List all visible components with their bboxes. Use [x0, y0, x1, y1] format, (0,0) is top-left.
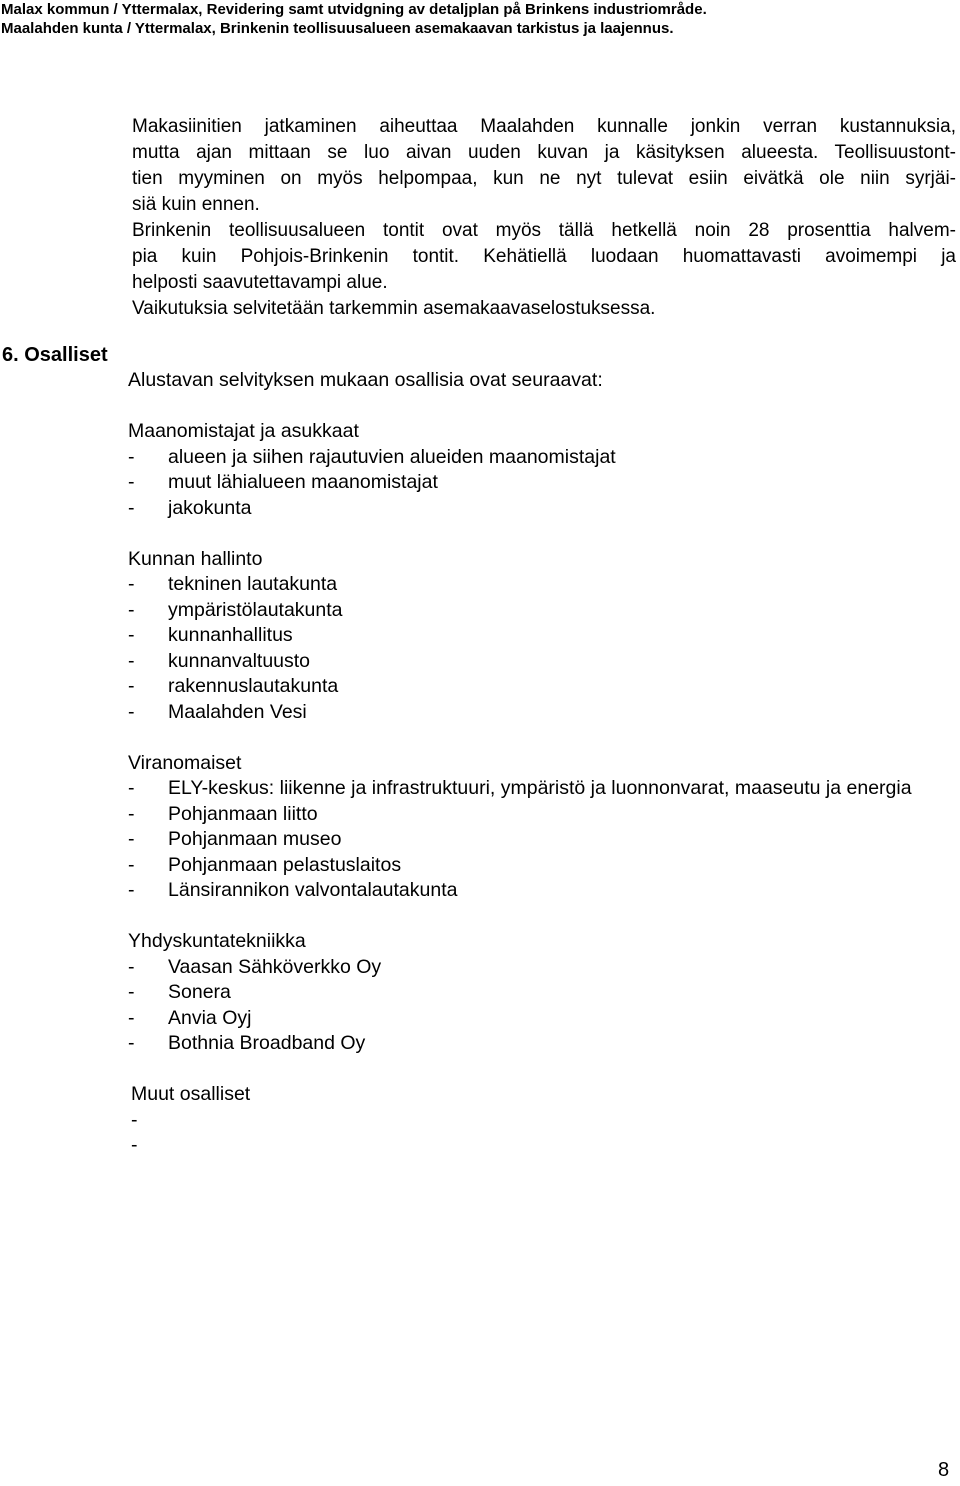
list-item — [128, 623, 958, 649]
dash-bullet: - — [128, 955, 135, 978]
group-heading: Kunnan hallinto — [128, 547, 263, 570]
list-item-text: kunnanvaltuusto — [168, 649, 311, 672]
list-item-text: Pohjanmaan museo — [168, 828, 342, 850]
dash-bullet: - — [128, 777, 135, 799]
dash-bullet: - — [128, 624, 135, 646]
dash-bullet: - — [128, 496, 135, 519]
list-item — [128, 572, 958, 598]
paragraph-line: tien myyminen on myös helpompaa, kun ne nyt tulevat esiin eivätkä ole niin syrjäi- — [132, 168, 956, 189]
dash-bullet: - — [128, 828, 135, 850]
stakeholder-list — [128, 368, 958, 1159]
list-item — [128, 470, 958, 496]
dash-bullet: - — [131, 1134, 138, 1156]
list-item — [128, 1031, 958, 1057]
dash-bullet: - — [128, 598, 135, 621]
list-item-text — [171, 1133, 958, 1159]
list-item — [128, 827, 958, 853]
list-item-text: muut lähialueen maanomistajat — [168, 471, 438, 493]
paragraph-line: Vaikutuksia selvitetään tarkemmin asemakaavaselostuksessa. — [132, 298, 656, 319]
section-title: 6. Osalliset — [2, 344, 108, 366]
list-item-text: ympäristölautakunta — [168, 598, 343, 621]
list-item — [128, 674, 958, 700]
list-item-text — [171, 1108, 958, 1134]
list-item-text: Sonera — [168, 981, 231, 1003]
list-item-text: alueen ja siihen rajautuvien alueiden maanomistajat — [168, 445, 616, 468]
list-item-text: jakokunta — [168, 496, 252, 519]
list-item-text: ELY-keskus: liikenne ja infrastruktuuri, ympäristö ja luonnonvarat, maaseutu ja energia — [168, 777, 912, 799]
list-item — [128, 980, 958, 1006]
dash-bullet: - — [128, 1032, 135, 1054]
list-item — [128, 1133, 958, 1159]
group-heading: Viranomaiset — [128, 751, 242, 774]
list-item-text: Maalahden Vesi — [168, 700, 307, 723]
list-item — [128, 853, 958, 879]
paragraph-line: Makasiinitien jatkaminen aiheuttaa Maalahden kunnalle jonkin verran kustannuksia, — [132, 116, 956, 137]
dash-bullet: - — [128, 471, 135, 493]
list-item-text: kunnanhallitus — [168, 624, 293, 646]
page-number: 8 — [938, 1459, 950, 1481]
dash-bullet: - — [128, 649, 135, 672]
list-item — [128, 496, 958, 522]
impact-paragraph — [132, 114, 956, 322]
dash-bullet: - — [128, 981, 135, 1003]
section-intro: Alustavan selvityksen mukaan osallisia ovat seuraavat: — [128, 369, 603, 391]
paragraph-line: mutta ajan mittaan se luo aivan uuden kuvan ja käsityksen alueesta. Teollisuustont- — [132, 142, 956, 163]
list-item — [128, 445, 958, 471]
dash-bullet: - — [128, 700, 135, 723]
list-item-text: rakennuslautakunta — [168, 675, 339, 697]
dash-bullet: - — [131, 1108, 138, 1131]
header-line-fi: Maalahden kunta / Yttermalax, Brinkenin teollisuusalueen asemakaavan tarkistus ja laajennus. — [1, 20, 674, 37]
dash-bullet: - — [128, 1006, 135, 1029]
list-item-text: Länsirannikon valvontalautakunta — [168, 879, 458, 901]
group-heading: Yhdyskuntatekniikka — [128, 930, 306, 952]
dash-bullet: - — [128, 445, 135, 468]
list-item — [128, 700, 958, 726]
group-heading: Muut osalliset — [131, 1083, 251, 1105]
list-item-text: tekninen lautakunta — [168, 573, 338, 595]
list-item — [128, 776, 958, 802]
paragraph-line: helposti saavutettavampi alue. — [132, 272, 388, 293]
dash-bullet: - — [128, 853, 135, 876]
list-item — [128, 598, 958, 624]
list-item — [128, 649, 958, 675]
list-item-text: Pohjanmaan pelastuslaitos — [168, 853, 402, 876]
dash-bullet: - — [128, 802, 135, 825]
dash-bullet: - — [128, 573, 135, 595]
list-item — [128, 878, 958, 904]
dash-bullet: - — [128, 675, 135, 697]
list-item — [128, 1006, 958, 1032]
list-item — [128, 802, 958, 828]
list-item-text: Vaasan Sähköverkko Oy — [168, 955, 382, 978]
page-header — [0, 0, 960, 38]
list-item-text: Anvia Oyj — [168, 1006, 252, 1029]
dash-bullet: - — [128, 879, 135, 901]
list-item — [128, 1108, 958, 1134]
list-item-text: Pohjanmaan liitto — [168, 802, 318, 825]
header-line-sv: Malax kommun / Yttermalax, Revidering samt utvidgning av detaljplan på Brinkens industriområde. — [1, 1, 707, 18]
paragraph-line: siä kuin ennen. — [132, 194, 260, 215]
group-heading: Maanomistajat ja asukkaat — [128, 420, 359, 442]
list-item — [128, 955, 958, 981]
paragraph-line: Brinkenin teollisuusalueen tontit ovat myös tällä hetkellä noin 28 prosenttia halvem- — [132, 220, 956, 241]
list-item-text: Bothnia Broadband Oy — [168, 1032, 366, 1054]
paragraph-line: pia kuin Pohjois-Brinkenin tontit. Kehätiellä luodaan huomattavasti avoimempi ja — [132, 246, 956, 267]
